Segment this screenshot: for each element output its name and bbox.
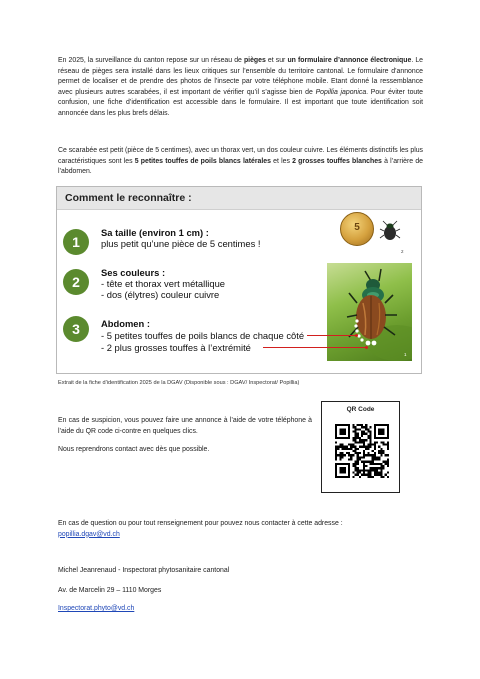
pointer-line-side-tufts [307, 335, 357, 336]
step-number-1: 1 [63, 229, 89, 255]
email-link[interactable]: popillia.dgav@vd.ch [58, 530, 120, 538]
text-run: et les [270, 157, 293, 165]
bold-side-tufts: 5 petites touffes de poils blancs latérales [134, 157, 271, 165]
size-line: plus petit qu’une pièce de 5 centimes ! [101, 238, 261, 249]
five-centime-coin-icon [340, 212, 374, 246]
abdomen-line-1: - 5 petites touffes de poils blancs de chaque côté [101, 330, 305, 341]
suspicion-paragraph: En cas de suspicion, vous pouvez faire une annonce à l’aide de votre téléphone à l’aide du QR code ci-contre en quelques clics. [58, 417, 312, 435]
infographic-header [57, 187, 421, 210]
image-label-2: 2 [401, 249, 404, 254]
infographic-title: Comment le reconnaître : [65, 192, 192, 204]
colors-line-1: - tête et thorax vert métallique [101, 278, 226, 289]
bold-form: un formulaire d’annonce électronique [287, 57, 412, 64]
question-text: En cas de question ou pour tout renseignement pour pouvez nous contacter à cette adresse : [58, 520, 343, 527]
bold-big-tufts: 2 grosses touffes blanches [292, 157, 382, 165]
inspectorat-email-link[interactable] [58, 605, 134, 612]
question-paragraph [58, 519, 423, 540]
description-paragraph [58, 146, 423, 178]
qr-code-title: QR Code [346, 406, 375, 413]
abdomen-line-2: - 2 plus grosses touffes à l’extrémité [101, 342, 251, 353]
bold-traps: pièges [243, 57, 266, 64]
text-run: . Le réseau de pièges sera installé dans les lieux critiques sur l’ensemble du territoire cantonal. Le formulaire d’annonce permet de localiser et de prendre des photos de l’insecte par votre téléphone mobile. Etant donné la ressemblance avec plusieurs autres scarabées, il est important de vérifier qu’il s’agisse bien de [58, 57, 423, 96]
qr-code-box [321, 401, 400, 493]
coin-value: 5 [354, 222, 360, 233]
contact-address: Av. de Marcelin 29 – 1110 Morges [58, 587, 162, 594]
image-label-1: 1 [404, 352, 407, 357]
abdomen-title: Abdomen : [101, 318, 150, 329]
colors-line-2: - dos (élytres) couleur cuivre [101, 289, 220, 300]
pointer-dot-big-tufts [365, 346, 368, 349]
pointer-line-big-tufts [263, 347, 367, 348]
step-number-3: 3 [63, 316, 89, 342]
identification-infographic [56, 186, 422, 374]
text-run: . Pour éviter toute confusion, une fiche d’identification est accessible dans le formulaire. Il est important que toute identification soit annoncée dans les plus brefs délais. [58, 88, 423, 117]
species-name: Popillia japonica [315, 88, 367, 96]
text-run: Ce scarabée est petit (pièce de 5 centimes), avec un thorax vert, un dos couleur cuivre. Les éléments distinctifs les plus caractéristiques sont les [58, 147, 424, 165]
text-run: En 2025, la surveillance du canton repose sur un réseau de [58, 57, 244, 64]
contact-back-paragraph: Nous reprendrons contact avec dès que possible. [58, 446, 210, 453]
small-beetle-icon [379, 219, 405, 243]
qr-code-icon[interactable] [335, 424, 389, 478]
text-run: à l’arrière de l’abdomen. [58, 157, 423, 176]
inspectorat-email[interactable]: Inspectorat.phyto@vd.ch [58, 605, 135, 612]
colors-title: Ses couleurs : [101, 267, 166, 278]
surveillance-paragraph [58, 56, 423, 120]
infographic-caption: Extrait de la fiche d’identification 2025 de la DGAV (Disponible sous : DGAV/ Inspectorat/ Popillia) [58, 380, 300, 386]
pointer-dot-side-tufts [355, 334, 358, 337]
size-title: Sa taille (environ 1 cm) : [101, 227, 209, 238]
text-run: et sur [265, 57, 288, 64]
contact-name: Michel Jeanrenaud - Inspectorat phytosanitaire cantonal [58, 567, 230, 574]
step-number-2: 2 [63, 269, 89, 295]
